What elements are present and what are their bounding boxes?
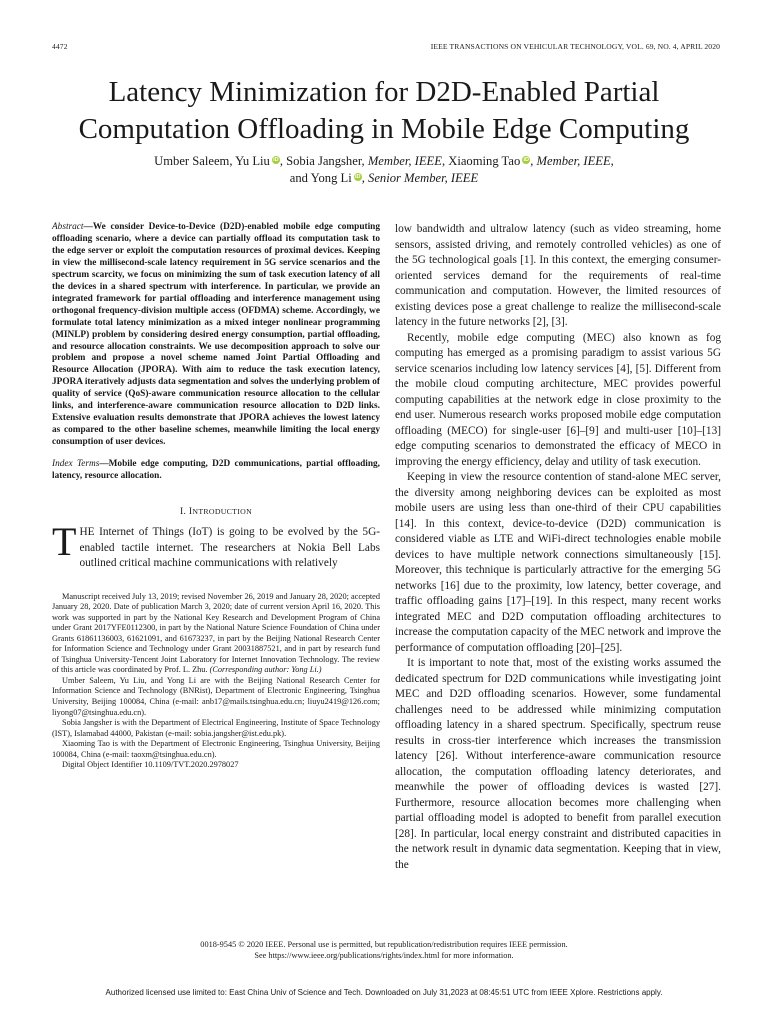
corresponding-author: (Corresponding author: Yong Li.)	[209, 665, 322, 675]
copyright-line: 0018-9545 © 2020 IEEE. Personal use is permitted, but republication/redistribution requires IEEE permission.	[200, 940, 568, 949]
author-liu: Yu Liu	[235, 154, 270, 168]
abstract-text: —We consider Device-to-Device (D2D)-enabled mobile edge computing offloading scenario, where a device can partially offload its computation task to the edge server or exploit the computation resources of proximal devices. Keeping in view the millisecond-scale latency requirement in 5G service scenarios and the spectrum scarcity, we focus on minimizing the sum of task execution latency of all the devices in a shared spectrum with interference. In particular, we provide an integrated framework for partial offloading and interference management using orthogonal frequency-division multiple access (OFDMA) scheme. Accordingly, we formulate total latency minimization as a mixed integer nonlinear programming (MINLP) problem by considering desired energy consumption, partial offloading, and resource allocation constraints. We use decomposition approach to solve our problem and propose a novel scheme named Joint Partial Offloading and Resource Allocation (JPORA). With aim to reduce the task execution latency, JPORA iteratively adjusts data segmentation and solves the underlying problem of quality of service (QoS)-aware communication resource allocation to the cellular links, and interference-aware communication resource allocation to D2D links. Extensive evaluation results demonstrate that JPORA achieves the lowest latency as compared to the other baseline schemes, meanwhile limiting the local energy consumption of user devices.	[52, 222, 380, 448]
journal-header: IEEE TRANSACTIONS ON VEHICULAR TECHNOLOGY, VOL. 69, NO. 4, APRIL 2020	[430, 42, 720, 51]
footnote-doi[interactable]: Digital Object Identifier 10.1109/TVT.2020.2978027	[62, 760, 239, 770]
intro-paragraph	[52, 519, 380, 572]
author-tao: , Xiaoming Tao	[441, 154, 521, 168]
orcid-icon[interactable]: iD	[523, 157, 529, 163]
body-paragraph: Recently, mobile edge computing (MEC) also known as fog computing has emerged as a promising paradigm to assist various 5G service scenarios including low latency services [4], [5]. Different from the mobile cloud computing architecture, MEC provides powerful computing capabilities at the network edge in close proximity to the end user. Numerous research works proposed mobile edge computation offloading (MECO) for single-user [6]–[9] and multi-user [10]–[13] edge computing scenarios to demonstrated the efficacy of MECO in improving the energy efficiency, delay and utility of task execution.	[395, 331, 721, 468]
author-list	[60, 153, 708, 187]
orcid-icon[interactable]: iD	[273, 157, 279, 163]
footnote-affiliation-3: Xiaoming Tao is with the Department of Electronic Engineering, Tsinghua University, Beijing 100084, China (e-mail: taoxm@tsinghua.edu.cn).	[52, 739, 380, 759]
abstract-lead: Abstract	[52, 222, 84, 232]
page-number: 4472	[52, 42, 68, 51]
index-terms	[52, 459, 380, 483]
footnote-manuscript	[52, 592, 380, 676]
section-numeral: I. I	[180, 506, 193, 518]
footnote-affiliation-1: Umber Saleem, Yu Liu, and Yong Li are with the Beijing National Research Center for Information Science and Technology (BNRist), Department of Electronic Engineering, Tsinghua University, Beijing 100084, China (e-mail: anb17@mails.tsinghua.edu.cn; liuyu2419@126.com; liyong07@tsinghua.edu.cn).	[52, 675, 380, 717]
drop-cap: T	[52, 519, 77, 565]
index-terms-lead: Index Terms	[52, 459, 100, 470]
body-paragraph: low bandwidth and ultralow latency (such as video streaming, home sensors, assisted driving, and remotely controlled vehicles) as one of the 5G technological goals [1]. In this context, the emerging consumer-oriented services demand for the requirements of real-time communication and computation. However, the limited resources of existing devices pose a great challenge to realize the millisecond-scale latency in the future networks [2], [3].	[395, 223, 721, 328]
rights-link[interactable]: See https://www.ieee.org/publications/rights/index.html for more information.	[254, 951, 514, 960]
body-paragraph: It is important to note that, most of the existing works assumed the dedicated spectrum for D2D communications while investigating joint MEC and D2D offloading scenarios. However, some fundamental challenges need to be addressed while minimizing computation offloading latency in a shared spectrum. Specifically, spectrum reuse results in cross-tier interference which increases the transmission latency [26]. Without interference-aware communication resource allocation, the computation offloading latency deteriorates, and meanwhile the power of offloading devices is wasted [27]. Furthermore, resource allocation becomes more challenging when partial offloading model is adopted to benefit from parallel execution [28]. In particular, local energy constraint and distributed capacities in the network result in dynamic data segmentation. Keeping that in view, the	[395, 657, 721, 871]
footnotes	[52, 592, 380, 771]
orcid-icon[interactable]: iD	[354, 174, 361, 180]
body-paragraph: Keeping in view the resource contention of stand-alone MEC server, the diversity among neighboring devices can be exploited as most mobile users are using less than one-third of their CPU capabilities [14]. In this context, device-to-device (D2D) communication is considered viable as LTE and WiFi-direct technologies enable mobile devices to have multiple network connections simultaneously [15]. Moreover, this technique is particularly attractive for the emerging 5G networks [16] due to the proximity, low latency, better coverage, and traffic offloading gains [17]–[19]. In this respect, many recent works integrated MEC and D2D computation offloading architectures to increase the computation capacity of the MEC network and improve the performance of computation offloading [20]–[25].	[395, 471, 721, 654]
license-notice: Authorized licensed use limited to: East China Univ of Science and Tech. Downloaded on July 31,2023 at 08:45:51 UTC from IEEE Xplore. Restrictions apply.	[105, 988, 663, 997]
author-jangsher: , Sobia Jangsher,	[279, 154, 365, 168]
footnote-manuscript-text: Manuscript received July 13, 2019; revised November 26, 2019 and January 28, 2020; accepted January 28, 2020. Date of publication March 3, 2020; date of current version April 16, 2020. This work was supported in part by the National Key Research and Development Program of China under Grant 2017YFE0112300, in part by the National Nature Science Foundation of China under Grants 61861136003, 61621091, and 61673237, in part by the Beijing National Research Center for Information Science and Technology under Grant 20031887521, and in part by research fund of Tsinghua University-Tencent Joint Laboratory for Internet Innovation Technology. The review of this article was coordinated by Prof. L. Zhu.	[52, 591, 380, 675]
author-li: and Yong Li	[289, 171, 352, 185]
author-jangsher-affiliation: Member, IEEE	[367, 154, 442, 168]
copyright-notice	[60, 939, 708, 961]
author-tao-affiliation: , Member, IEEE,	[530, 154, 614, 168]
index-terms-text: —Mobile edge computing, D2D communications, partial offloading, latency, resource allocation.	[52, 459, 380, 482]
section-name: NTRODUCTION	[192, 507, 252, 517]
footnote-affiliation-2: Sobia Jangsher is with the Department of Electrical Engineering, Institute of Space Technology (IST), Islamabad 44000, Pakistan (e-mail: sobia.jangsher@ist.edu.pk).	[52, 718, 380, 738]
section-heading-introduction	[52, 506, 380, 517]
right-column	[395, 222, 721, 873]
author-saleem: Umber Saleem,	[154, 154, 233, 168]
author-li-affiliation: , Senior Member, IEEE	[361, 171, 479, 185]
left-column	[52, 222, 380, 771]
intro-text: HE Internet of Things (IoT) is going to be evolved by the 5G-enabled tactile internet. The researchers at Nokia Bell Labs outlined critical machine communications with relatively	[79, 526, 380, 570]
paper-title: Latency Minimization for D2D-Enabled Partial Computation Offloading in Mobile Edge Computing	[78, 76, 690, 145]
abstract	[52, 222, 380, 449]
